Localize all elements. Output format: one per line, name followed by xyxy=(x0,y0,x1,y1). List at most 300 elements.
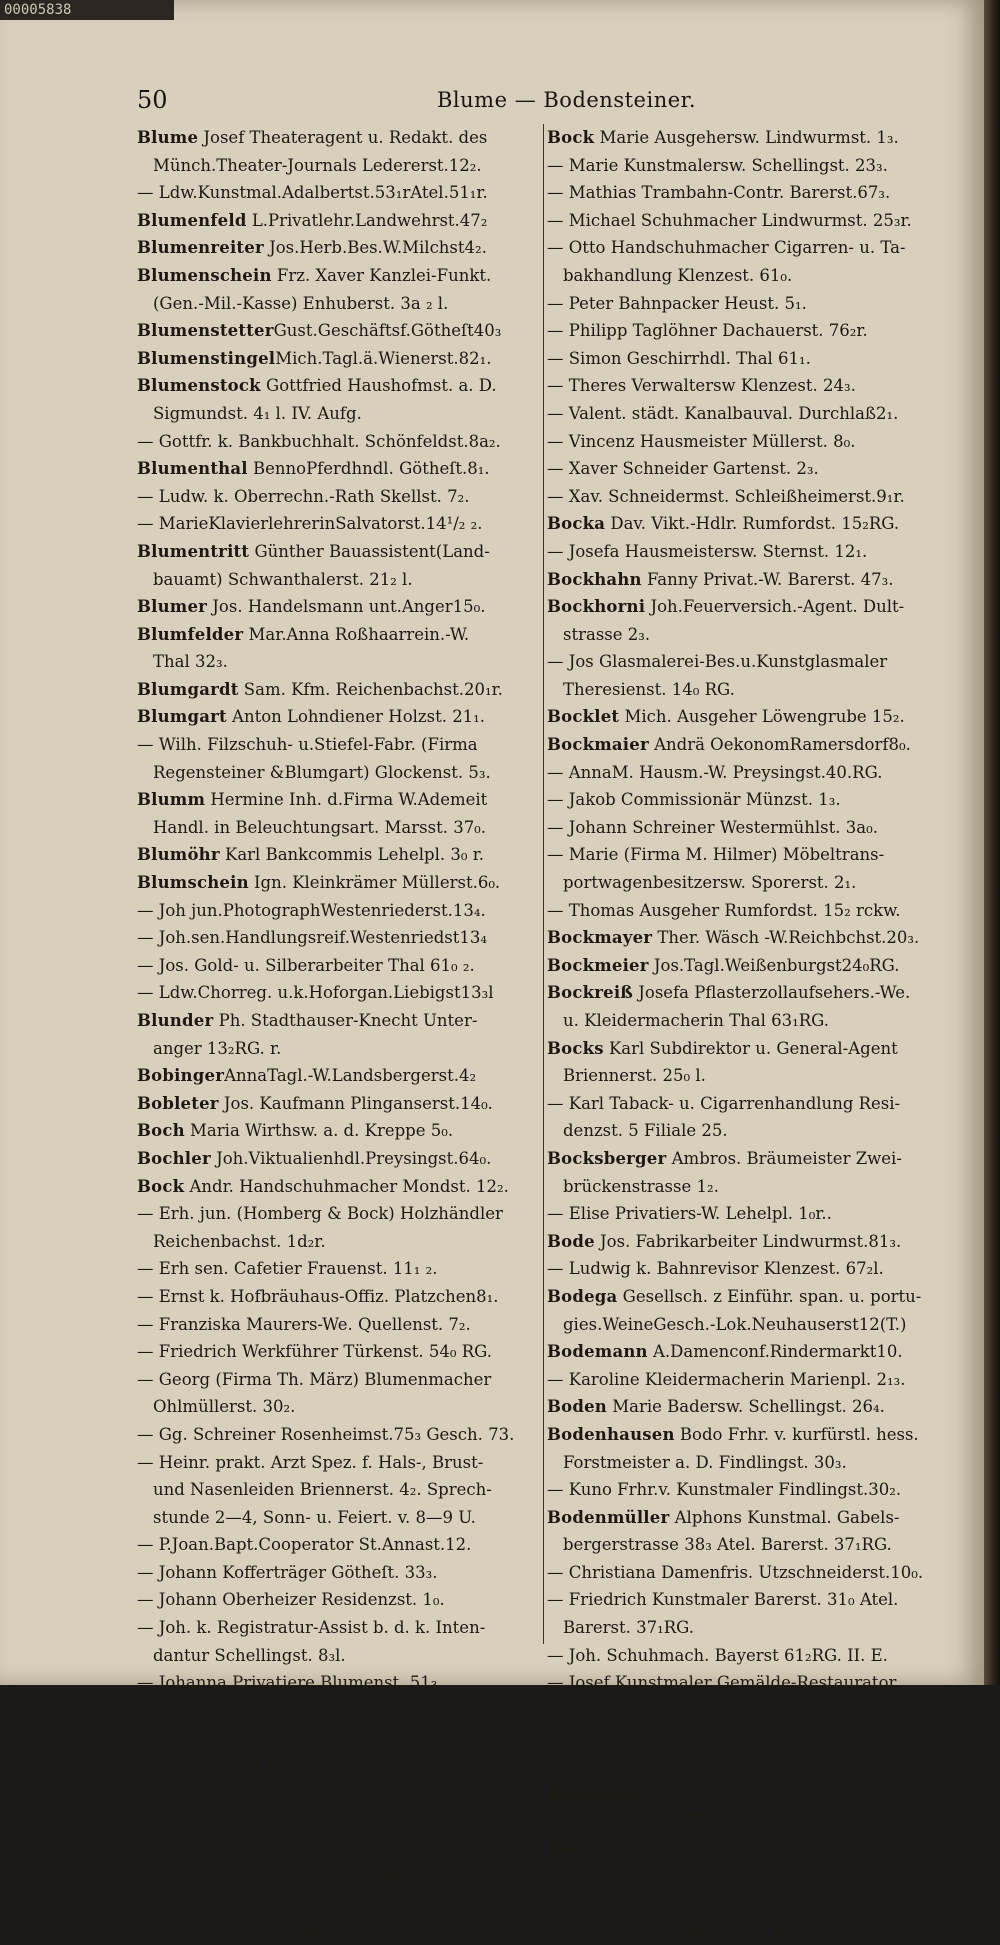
directory-line xyxy=(137,510,547,538)
entry-text: Joh. Hartsch Morassist.20₂. xyxy=(673,1838,909,1858)
entry-surname: Blumgardt xyxy=(137,679,239,699)
entry-text: portwagenbesitzersw. Sporerst. 2₁. xyxy=(563,873,857,893)
entry-text: — Peter Bahnpacker Heust. 5₁. xyxy=(547,293,807,313)
entry-text: stunde 2—4, Sonn- u. Feiert. v. 8—9 U. xyxy=(153,1507,476,1527)
directory-line xyxy=(137,1862,547,1890)
directory-entry xyxy=(547,1145,957,1173)
directory-line xyxy=(137,1476,547,1504)
entry-text: — Michael Schuhmacher Lindwurmst. 25₃r. xyxy=(547,210,912,230)
directory-entry xyxy=(547,510,957,538)
directory-line xyxy=(547,1476,957,1504)
directory-line xyxy=(547,1117,957,1145)
directory-line xyxy=(137,814,547,842)
directory-line xyxy=(137,648,547,676)
entry-surname: Bodenstein xyxy=(547,1783,654,1803)
entry-text: strasse 2₃. xyxy=(563,624,651,644)
entry-surname: Bockreiß xyxy=(547,983,634,1003)
entry-text: — Konrad Kaufmann Senefelderst. 2₂r. xyxy=(137,1866,461,1886)
directory-line xyxy=(137,1421,547,1449)
entry-surname: Blumenstock xyxy=(137,376,261,396)
directory-entry xyxy=(547,703,957,731)
entry-text: — Marie (Firma M. Hilmer) Möbeltrans- xyxy=(547,845,885,865)
entry-text: Sam. Kfm. Reichenbachst.20₁r. xyxy=(238,679,503,699)
directory-line xyxy=(137,1752,547,1780)
entry-surname: Blumentritt xyxy=(137,541,250,561)
entry-text: Reichenbachst. 1d₂r. xyxy=(153,1231,326,1251)
entry-text: u. Kleidermacherin Thal 63₁RG. xyxy=(563,1011,829,1030)
directory-entry xyxy=(547,124,957,152)
entry-text: Jul.LandschaftsmalerGabels- xyxy=(653,1783,900,1803)
directory-entry xyxy=(547,731,957,759)
entry-text: — Elise Privatiers-W. Lehelpl. 1₀r.. xyxy=(547,1204,832,1224)
entry-text: denzst. 5 Filiale 25. xyxy=(563,1121,728,1141)
directory-line xyxy=(547,1890,957,1918)
entry-text: — Josef Kunstmaler Gemälde-Restaurator xyxy=(547,1673,897,1693)
entry-text: L.Privatlehr.Landwehrst.47₂ xyxy=(246,210,488,230)
entry-text: — Joh jun.PhotographWestenriederst.13₄. xyxy=(137,900,486,920)
directory-entry xyxy=(137,703,547,731)
directory-entry xyxy=(137,538,547,566)
directory-entry xyxy=(137,1117,547,1145)
entry-text: Anton Lohndiener Holzst. 21₁. xyxy=(226,707,486,727)
entry-text: anger 13₂RG. r. xyxy=(153,1038,282,1058)
entry-text: — Kuno Frhr.v. Kunstmaler Findlingst.30₂. xyxy=(547,1480,902,1500)
column-divider xyxy=(543,124,544,1644)
entry-surname: Bodemann xyxy=(547,1342,648,1362)
right-column xyxy=(547,124,957,1941)
entry-text: Mar.Anna Roßhaarrein.-W. xyxy=(243,624,470,644)
directory-entry xyxy=(547,593,957,621)
directory-entry xyxy=(547,1780,957,1808)
entry-text: — Ludw. k. Oberrechn.-Rath Skellst. 7₂. xyxy=(137,486,470,506)
directory-line xyxy=(547,648,957,676)
directory-line xyxy=(547,676,957,704)
entry-surname: Bocka xyxy=(547,514,606,534)
directory-line xyxy=(547,1669,957,1697)
directory-line xyxy=(137,152,547,180)
entry-surname: Bocks xyxy=(547,1038,604,1058)
directory-entry xyxy=(547,1283,957,1311)
directory-line xyxy=(137,1228,547,1256)
directory-entry xyxy=(137,124,547,152)
entry-surname: Blumenreiter xyxy=(137,238,264,258)
entry-text: — Otto Handschuhmacher Cigarren- u. Ta- xyxy=(547,238,906,258)
entry-text: (Gen.-Mil.-Kasse) Enhuberst. 3a ₂ l. xyxy=(153,293,449,313)
entry-text: Maria Wirthsw. a. d. Kreppe 5₀. xyxy=(184,1121,454,1141)
directory-line xyxy=(547,1862,957,1890)
directory-line xyxy=(547,262,957,290)
directory-line xyxy=(137,428,547,456)
directory-entry xyxy=(547,566,957,594)
entry-text: — MarieKlavierlehrerinSalvatorst.14¹/₂ ₂. xyxy=(137,514,483,534)
directory-line xyxy=(547,1311,957,1339)
entry-text: — Josefa Hausmeistersw. Sternst. 12₁. xyxy=(547,541,868,561)
entry-text: Gesellsch. z Einführ. span. u. portu- xyxy=(617,1286,922,1306)
entry-text: Alphons Kunstmal. Gabels- xyxy=(669,1507,900,1527)
entry-text: Gottfried Haushofmst. a. D. xyxy=(260,376,497,396)
entry-text: — Karl Maurer Hochst. 17₂. xyxy=(137,1756,371,1776)
entry-text: Münch.Theater-Journals Ledererst.12₂. xyxy=(153,155,482,175)
directory-line xyxy=(547,234,957,262)
entry-text: bauamt) Schwanthalerst. 21₂ l. xyxy=(153,569,413,589)
directory-line xyxy=(137,1559,547,1587)
directory-entry xyxy=(137,234,547,262)
entry-text: Joh.Viktualienhdl.Preysingst.64₀. xyxy=(210,1148,492,1168)
directory-entry xyxy=(137,1062,547,1090)
entry-surname: Blumfelder xyxy=(137,624,244,644)
entry-text: — Gg. Schreiner Rosenheimst.75₃ Gesch. 73. xyxy=(137,1424,515,1444)
directory-entry xyxy=(137,372,547,400)
directory-line xyxy=(137,1200,547,1228)
entry-surname: Blumenstetter xyxy=(137,321,274,341)
entry-surname: Bocksberger xyxy=(547,1148,667,1168)
entry-surname: Bockhorni xyxy=(547,597,646,617)
directory-entry xyxy=(137,841,547,869)
entry-text: Jos.Tagl.Weißenburgst24₀RG. xyxy=(648,955,900,975)
entry-text: — Friedrich Kunstmaler Barerst. 31₀ Atel. xyxy=(547,1590,899,1610)
entry-surname: Bobleter xyxy=(137,1093,219,1113)
entry-text: — Jos Metzgermeister Schwanthalerst.29₀. xyxy=(547,1866,907,1886)
entry-text: — Erh. jun. (Homberg & Bock) Holzhändler xyxy=(137,1204,503,1224)
entry-surname: Bobinger xyxy=(137,1066,225,1086)
directory-line xyxy=(547,1559,957,1587)
directory-line xyxy=(547,1366,957,1394)
entry-text: Gust.Geschäftsf.Götheſt40₃ xyxy=(273,321,502,341)
entry-text: — Philipp Taglöhner Dachauerst. 76₂r. xyxy=(547,321,868,341)
directory-line xyxy=(137,179,547,207)
entry-text: Marie Ausgehersw. Lindwurmst. 1₃. xyxy=(594,128,899,147)
entry-text: Bodo Frhr. v. kurfürstl. hess. xyxy=(674,1424,919,1444)
directory-line xyxy=(547,400,957,428)
directory-line xyxy=(137,1586,547,1614)
entry-text: — Gottfr. k. Bankbuchhalt. Schönfeldst.8a₂. xyxy=(137,431,501,451)
entry-text: — Ludwig k. Bahnrevisor Klenzest. 67₂l. xyxy=(547,1259,884,1279)
entry-surname: Blumgart xyxy=(137,707,227,727)
entry-surname: Bochler xyxy=(137,1148,211,1168)
directory-line xyxy=(137,1669,547,1697)
entry-text: Theresienst. 14₀ RG. xyxy=(563,679,735,699)
page-number: 50 xyxy=(137,86,168,114)
entry-text: Jos. Fabrikarbeiter Lindwurmst.81₃. xyxy=(594,1231,902,1251)
entry-text: — AnnaM. Hausm.-W. Preysingst.40.RG. xyxy=(547,762,883,782)
left-column xyxy=(137,124,547,1941)
directory-line xyxy=(547,814,957,842)
directory-line xyxy=(547,1724,957,1752)
entry-text: Handl. in Beleuchtungsart. Marsst. 37₀. xyxy=(153,817,487,837)
directory-line xyxy=(547,317,957,345)
entry-surname: Bockhahn xyxy=(547,569,642,589)
directory-line xyxy=(137,1890,547,1918)
entry-text: brückenstrasse 1₂. xyxy=(563,1176,719,1196)
directory-line xyxy=(137,1393,547,1421)
entry-text: — Valent. städt. Kanalbauval. Durchlaß2₁. xyxy=(547,403,899,423)
directory-line xyxy=(547,1449,957,1477)
entry-text: dantur Schellingst. 8₃l. xyxy=(153,1645,346,1665)
entry-surname: Blumenfeld xyxy=(137,210,247,230)
entry-text: Dav. Vikt.-Hdlr. Rumfordst. 15₂RG. xyxy=(605,514,900,534)
directory-line xyxy=(137,1807,547,1835)
directory-line xyxy=(137,1531,547,1559)
entry-surname: Bodega xyxy=(547,1286,618,1306)
entry-text: — Ernst k. Hofbräuhaus-Offiz. Platzchen8₁. xyxy=(137,1286,499,1306)
directory-line xyxy=(547,372,957,400)
entry-surname: Bodenmüller xyxy=(547,1507,670,1527)
entry-text: AnnaTagl.-W.Landsbergerst.4₂ xyxy=(224,1066,477,1086)
directory-entry xyxy=(137,786,547,814)
entry-text: Mich.Tagl.ä.Wienerst.82₁. xyxy=(275,348,492,368)
entry-surname: Bock xyxy=(547,128,595,147)
entry-text: — Wilh. Filzschuh- u.Stiefel-Fabr. (Firma xyxy=(137,735,478,755)
directory-entry xyxy=(547,1035,957,1063)
directory-line xyxy=(137,979,547,1007)
directory-line xyxy=(547,841,957,869)
entry-text: — Jakob Commissionär Münzst. 1₃. xyxy=(547,790,841,810)
entry-text: — P.Joan.Bapt.Cooperator St.Annast.12. xyxy=(137,1535,472,1555)
entry-text: — Marie Kunstmalersw. Schellingst. 23₃. xyxy=(547,155,888,175)
directory-line xyxy=(137,1780,547,1808)
entry-text: — Kath. Maurersw. Quellenst. 50₂. xyxy=(137,1838,426,1858)
entry-text: Andrä OekonomRamersdorf8₀. xyxy=(648,735,911,755)
directory-line xyxy=(137,1255,547,1283)
directory-entry xyxy=(137,593,547,621)
directory-line xyxy=(137,566,547,594)
directory-entry xyxy=(547,1393,957,1421)
entry-text: — Ldw.Chorreg. u.k.Hoforgan.Liebigst13₃l xyxy=(137,983,494,1003)
entry-text: — Ldw.Kunstmal.Adalbertst.53₁rAtel.51₁r. xyxy=(137,183,488,203)
directory-line xyxy=(137,1035,547,1063)
directory-entry xyxy=(137,1007,547,1035)
directory-line xyxy=(137,731,547,759)
entry-text: — Friedrich Werkführer Türkenst. 54₀ RG. xyxy=(137,1342,492,1362)
directory-line xyxy=(547,621,957,649)
entry-surname: Blume xyxy=(137,128,199,147)
entry-text: Jos.Herb.Bes.W.Milchst4₂. xyxy=(263,238,487,258)
entry-text: — Ludwig Maurer Quellenst. 50₂. xyxy=(137,1921,418,1941)
running-head: Blume — Bodensteiner. xyxy=(437,88,697,112)
directory-line xyxy=(137,1835,547,1863)
archive-code: 00005838 xyxy=(0,0,174,20)
directory-entry xyxy=(137,869,547,897)
directory-line xyxy=(547,1614,957,1642)
entry-text: — Karl Maurer Utzschneiderst. 10₀. xyxy=(547,1728,848,1748)
directory-line xyxy=(547,786,957,814)
directory-line xyxy=(137,1283,547,1311)
entry-text: Forstmeister a. D. Findlingst. 30₃. xyxy=(563,1452,847,1472)
directory-line xyxy=(547,869,957,897)
entry-surname: Boden xyxy=(547,1397,607,1417)
entry-text: Andr. Handschuhmacher Mondst. 12₂. xyxy=(184,1176,509,1196)
entry-surname: Bodenhausen xyxy=(547,1424,675,1444)
directory-entry xyxy=(547,1228,957,1256)
entry-text: — Georg (Firma Th. März) Blumenmacher xyxy=(137,1369,492,1389)
entry-text: — Joh. Schuhmach. Bayerst 61₂RG. II. E. xyxy=(547,1645,888,1665)
entry-text: — Johann Schreiner Westermühlst. 3a₀. xyxy=(547,817,878,837)
entry-text: Fanny Privat.-W. Barerst. 47₃. xyxy=(641,569,894,589)
entry-text: Ign. Kleinkrämer Müllerst.6₀. xyxy=(248,873,501,893)
entry-text: — Jos. Gold- u. Silberarbeiter Thal 61₀ ₂. xyxy=(137,955,475,975)
entry-text: — JosefaZimmermanns-W.Jahnst.35₂RG xyxy=(137,1728,466,1748)
entry-text: — Walb. Zimmermeisterw. Geierst. 11a₁l. xyxy=(547,1921,892,1941)
directory-entry xyxy=(137,345,547,373)
entry-text: Jos. Handelsmann unt.Anger15₀. xyxy=(207,597,486,617)
entry-text: Hermine Inh. d.Firma W.Ademeit xyxy=(205,790,488,810)
directory-entry xyxy=(547,1421,957,1449)
entry-surname: Bockmeier xyxy=(547,955,649,975)
directory-line xyxy=(137,1504,547,1532)
directory-line xyxy=(137,759,547,787)
entry-text: Ph. Stadthauser-Knecht Unter- xyxy=(213,1011,478,1030)
entry-text: Thal 32₃. xyxy=(153,652,228,672)
directory-line xyxy=(547,1918,957,1945)
directory-line xyxy=(547,1173,957,1201)
directory-entry xyxy=(547,952,957,980)
entry-surname: Boch xyxy=(137,1121,185,1141)
entry-surname: Blumenschein xyxy=(137,265,272,285)
entry-text: Karl Bankcommis Lehelpl. 3₀ r. xyxy=(219,845,485,865)
directory-line xyxy=(137,290,547,318)
entry-surname: Blumer xyxy=(137,597,208,617)
directory-line xyxy=(547,290,957,318)
entry-text: Ohlmüllerst. 30₂. xyxy=(153,1397,296,1417)
entry-surname: Blumöhr xyxy=(137,845,220,865)
book-spine-edge xyxy=(984,0,1000,1685)
entry-text: Josef Theateragent u. Redakt. des xyxy=(198,128,488,147)
entry-text: Mich. Ausgeher Löwengrube 15₂. xyxy=(619,707,905,727)
entry-text: bergerstrasse 77₃ Atelier 77₁. xyxy=(563,1811,812,1831)
directory-line xyxy=(137,924,547,952)
entry-text: — Thomas Ausgeher Rumfordst. 15₂ rckw. xyxy=(547,900,901,920)
entry-surname: Bodensteiner xyxy=(547,1838,674,1858)
entry-text: Barerst. 37₁RG. xyxy=(563,1618,694,1638)
entry-text: BennoPferdhndl. Götheſt.8₁. xyxy=(247,459,490,479)
entry-text: bakhandlung Klenzest. 61₀. xyxy=(563,265,793,285)
entry-text: gies.WeineGesch.-Lok.Neuhauserst12(T.) xyxy=(563,1314,907,1334)
directory-line xyxy=(547,1752,957,1780)
entry-text: — Johann Kofferträger Götheſt. 33₃. xyxy=(137,1562,438,1582)
directory-line xyxy=(137,1449,547,1477)
directory-line xyxy=(547,179,957,207)
directory-entry xyxy=(547,1835,957,1863)
entry-text: Regensteiner &Blumgart) Glockenst. 5₃. xyxy=(153,762,491,782)
entry-text: — Mathias Trambahn-Contr. Barerst.67₃. xyxy=(547,183,891,203)
directory-line xyxy=(547,1642,957,1670)
entry-surname: Blumenthal xyxy=(137,459,248,479)
entry-text: — Jos Glasmalerei-Bes.u.Kunstglasmaler xyxy=(547,652,888,672)
entry-text: und Nasenleiden Briennerst. 4₂. Sprech- xyxy=(153,1480,492,1500)
page-header xyxy=(137,86,937,120)
entry-text: Briennerst. 25₀ l. xyxy=(563,1066,706,1086)
directory-line xyxy=(547,1586,957,1614)
entry-text: — Johanna Privatiere Blumenst. 51₃. xyxy=(137,1673,443,1693)
entry-text: Sigmundst. 4₁ l. IV. Aufg. xyxy=(153,403,362,423)
entry-text: — Simon Geschirrhdl. Thal 61₁. xyxy=(547,348,811,368)
entry-text: — Dr. Theod. ehem. Apoth. Utzschneidst. 14₃. xyxy=(547,1756,930,1776)
entry-text: — Karl Tuchmacher Paulanerplatz 31₀. xyxy=(137,1783,463,1803)
directory-entry xyxy=(547,1338,957,1366)
entry-text: Ambros. Bräumeister Zwei- xyxy=(666,1148,902,1168)
directory-entry xyxy=(137,207,547,235)
entry-surname: Blunder xyxy=(137,1011,214,1030)
directory-line xyxy=(137,1366,547,1394)
entry-text: — Vincenz Hausmeister Müllerst. 8₀. xyxy=(547,431,856,451)
directory-entry xyxy=(137,1145,547,1173)
directory-line xyxy=(547,345,957,373)
directory-line xyxy=(547,483,957,511)
directory-line xyxy=(547,1090,957,1118)
directory-entry xyxy=(547,1504,957,1532)
directory-entry xyxy=(547,979,957,1007)
directory-entry xyxy=(137,1173,547,1201)
directory-line xyxy=(547,1200,957,1228)
entry-text: — Jos Schuhmacher Neuhauserst. 2₃. xyxy=(547,1894,860,1913)
entry-text: Ther. Wäsch -W.Reichbchst.20₃. xyxy=(652,928,920,948)
entry-text: u. Regenerator Gabelsbergerst. 38₂. xyxy=(563,1700,867,1720)
directory-line xyxy=(547,897,957,925)
entry-text: Frz. Xaver Kanzlei-Funkt. xyxy=(271,265,492,285)
directory-entry xyxy=(137,262,547,290)
directory-line xyxy=(137,952,547,980)
entry-surname: Blumschein xyxy=(137,873,249,893)
entry-text: — Franziska Maurers-We. Quellenst. 7₂. xyxy=(137,1314,471,1334)
directory-line xyxy=(547,1697,957,1725)
directory-line xyxy=(137,1338,547,1366)
directory-line xyxy=(137,400,547,428)
entry-surname: Blumenstingel xyxy=(137,348,276,368)
directory-line xyxy=(547,207,957,235)
directory-line xyxy=(137,483,547,511)
entry-text: Marie Badersw. Schellingst. 26₄. xyxy=(606,1397,885,1417)
entry-text: Günther Bauassistent(Land- xyxy=(249,541,490,561)
entry-text: — Joh. k. Registratur-Assist b. d. k. Inten- xyxy=(137,1618,486,1638)
directory-line xyxy=(137,1724,547,1752)
directory-entry xyxy=(137,317,547,345)
entry-text: — Heinr. prakt. Arzt Spez. f. Hals-, Brust- xyxy=(137,1452,484,1472)
directory-line xyxy=(137,1697,547,1725)
directory-line xyxy=(547,428,957,456)
entry-surname: Blumm xyxy=(137,790,206,810)
directory-line xyxy=(137,1614,547,1642)
directory-entry xyxy=(547,924,957,952)
entry-text: — Karoline Kleidermacherin Marienpl. 2₁₃. xyxy=(547,1369,906,1389)
entry-surname: Bockmaier xyxy=(547,735,649,755)
directory-line xyxy=(547,152,957,180)
entry-text: Joh.Feuerversich.-Agent. Dult- xyxy=(645,597,905,617)
directory-entry xyxy=(137,1090,547,1118)
entry-surname: Bocklet xyxy=(547,707,620,727)
entry-text: — Josef Schneider Bräuhausst. 3₄. xyxy=(137,1700,424,1720)
entry-text: Karl Subdirektor u. General-Agent xyxy=(603,1038,898,1058)
directory-line xyxy=(137,897,547,925)
directory-line xyxy=(137,1311,547,1339)
entry-surname: Bode xyxy=(547,1231,595,1251)
entry-text: — Theres Verwaltersw Klenzest. 24₃. xyxy=(547,376,856,396)
directory-line xyxy=(547,1255,957,1283)
directory-line xyxy=(547,1531,957,1559)
entry-text: — Kaspar Vergolder Corneliusst. 20₁rckw. xyxy=(137,1811,489,1831)
entry-text: — Xaver Schneider Gartenst. 2₃. xyxy=(547,459,819,479)
directory-line xyxy=(547,1807,957,1835)
entry-text: Jos. Kaufmann Plinganserst.14₀. xyxy=(218,1093,493,1113)
entry-text: — Xav. Schneidermst. Schleißheimerst.9₁r. xyxy=(547,486,905,506)
directory-entry xyxy=(137,455,547,483)
entry-text: — Christiana Damenfris. Utzschneiderst.10₀. xyxy=(547,1562,924,1582)
directory-line xyxy=(137,1918,547,1945)
entry-text: A.Damenconf.Rindermarkt10. xyxy=(647,1342,903,1362)
directory-entry xyxy=(137,621,547,649)
directory-line xyxy=(547,455,957,483)
entry-text: — Joh.sen.Handlungsreif.Westenriedst13₄ xyxy=(137,928,488,948)
entry-text: — Johann Oberheizer Residenzst. 1₀. xyxy=(137,1590,445,1610)
